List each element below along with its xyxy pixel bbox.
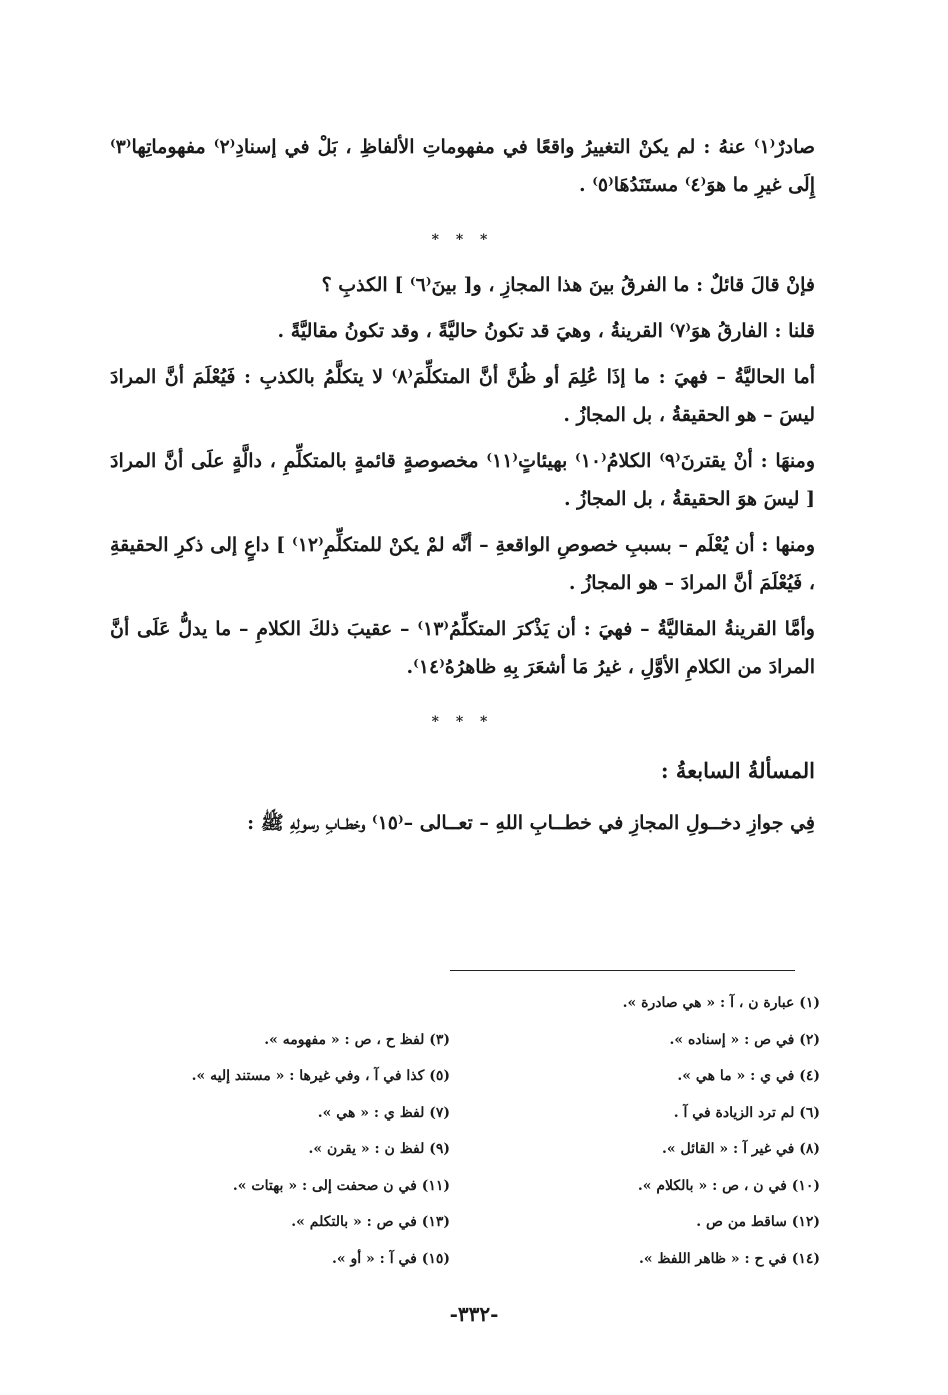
paragraph-3: قلنا : الفارقُ هوَ⁽٧⁾ القرينةُ ، وهيَ قد تكونُ حاليَّةً ، وقد تكونُ مقاليَّةً .	[277, 320, 815, 342]
footnote: (٩) لفظ ن : « يقرن ».	[308, 1141, 450, 1157]
footnote-row	[120, 1204, 820, 1241]
paragraph-5: ومنهَا : أنْ يقترنَ⁽٩⁾ الكلامُ⁽١٠⁾ بهيئاتٍ⁽١١⁾ مخصوصةٍ قائمةٍ بالمتكلِّمِ ، دالَّةٍ علَى أنَّ المرادَ [ ليسَ هوَ الحقيقةُ ، بل المجازُ .	[110, 450, 815, 510]
footnote: (١١) في ن صحفت إلى : « بهتات ».	[232, 1177, 450, 1194]
footnote: (١٣) في ص : « بالتكلم ».	[291, 1214, 450, 1230]
footnote: (١٠) في ن ، ص : « بالكلام ».	[637, 1177, 820, 1194]
footnote: (٢) في ص : « إسناده ».	[669, 1031, 820, 1048]
separator-2: * * *	[431, 714, 494, 730]
paragraph-7: وأمَّا القرينةُ المقاليَّةُ – فهيَ : أن يَذْكرَ المتكلِّمُ⁽١٣⁾ – عقيبَ ذلكَ الكلامِ – ما يدلُّ عَلَى أنَّ المرادَ من الكلامِ الأوَّلِ ، غيرُ مَا أشعَرَ بِهِ ظاهرُهُ⁽١٤⁾.	[110, 618, 815, 678]
footnote: (٨) في غير آ : « القائل ».	[662, 1141, 820, 1157]
footnote: (١٥) في آ : « أو ».	[332, 1250, 450, 1267]
paragraph-2: فإنْ قالَ قائلٌ : ما الفرقُ بينَ هذا المجازِ ، و[ بينَ⁽٦⁾ ] الكذبِ ؟	[321, 274, 815, 296]
paragraph-1: صادرٌ⁽١⁾ عنهُ : لم يكنْ التغييرُ واقعًا في مفهوماتِ الألفاظِ ، بَلْ في إسنادِ⁽٢⁾ مفهوماتِها⁽٣⁾ إِلَى غيرِ ما هوَ⁽٤⁾ مستَنَدُهَا⁽٥⁾ .	[110, 136, 815, 196]
page-number: -٣٣٢-	[449, 1302, 499, 1326]
footnote: (٣) لفظ ح ، ص : « مفهومه ».	[264, 1031, 450, 1048]
section-heading: المسألةُ السابعةُ :	[660, 758, 815, 783]
footnote-divider	[450, 970, 795, 971]
paragraph-6: ومنها : أن يُعْلَم – بسببِ خصوصِ الواقعةِ – أنَّه لمْ يكنْ للمتكلِّمِ⁽١٢⁾ ] داعٍ إلى ذكرِ الحقيقةِ ، فَيُعْلَمَ أنَّ المرادَ – هو المجازُ .	[110, 534, 815, 594]
footnote	[120, 985, 490, 1022]
separator-1: * * *	[431, 232, 494, 248]
footnote: (١) عبارة ن ، آ : « هي صادرة ».	[622, 995, 820, 1011]
main-text	[110, 128, 815, 850]
paragraph-4: أما الحاليَّةُ – فهيَ : ما إذَا عُلِمَ أو ظُنَّ أنَّ المتكلِّمَ⁽٨⁾ لا يتكلَّمُ بالكذبِ : فَيُعْلَمَ أنَّ المرادَ ليسَ – هو الحقيقةُ ، بل المجازُ .	[110, 366, 815, 426]
footnote: (٧) لفظ ي : « هي ».	[317, 1104, 450, 1121]
footnote-row	[120, 1168, 820, 1205]
footnote-row	[120, 985, 820, 1022]
footnote: (١٤) في ح : « ظاهر اللفظ ».	[638, 1250, 820, 1267]
footnote-row	[120, 1241, 820, 1278]
section-text: فِي جوازِ دخــولِ المجازِ في خطــابِ اللهِ – تعــالى –⁽١٥⁾ وخطــابِ رسولِهِ ﷺ :	[247, 812, 815, 834]
footnote-row	[120, 1058, 820, 1095]
footnote: (٦) لم ترد الزيادة في آ .	[673, 1104, 820, 1121]
footnote: (٥) كذا في آ ، وفي غيرها : « مستند إليه ».	[191, 1068, 450, 1084]
footnote: (٤) في ي : « ما هي ».	[677, 1068, 820, 1084]
footnote-row	[120, 1131, 820, 1168]
footnote-row	[120, 1022, 820, 1059]
footnote: (١٢) ساقط من ص .	[696, 1214, 820, 1230]
footnotes	[120, 985, 820, 1277]
footnote-row	[120, 1095, 820, 1132]
